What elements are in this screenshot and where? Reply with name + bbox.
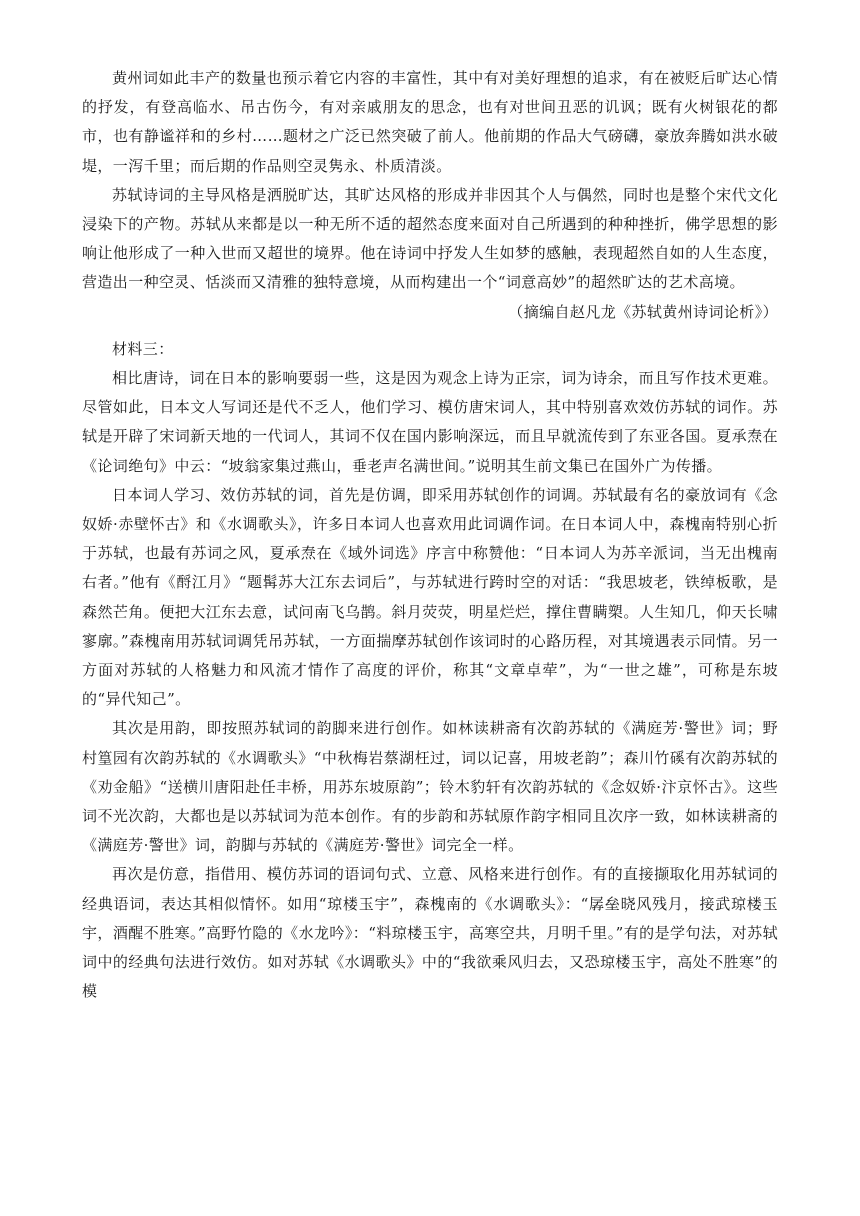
source-citation: （摘编自赵凡龙《苏轼黄州诗词论析》） — [508, 302, 778, 321]
document-body — [82, 64, 778, 1007]
paragraph-sushi-style: 苏轼诗词的主导风格是洒脱旷达，其旷达风格的形成并非因其个人与偶然，同时也是整个宋代文化浸染下的产物。苏轼从来都是以一种无所不适的超然态度来面对自己所遇到的种种挫折，佛学思想的影响让他形成了一种入世而又超世的境界。他在诗词中抒发人生如梦的感触，表现超然自如的人生态度，营造出一种空灵、恬淡而又清雅的独特意境，从而构建出一个“词意高妙”的超然旷达的艺术高境。 — [82, 185, 778, 292]
paragraph-imitating-tunes: 日本词人学习、效仿苏轼的词，首先是仿调，即采用苏轼创作的词调。苏轼最有名的豪放词有《念奴娇·赤壁怀古》和《水调歌头》，许多日本词人也喜欢用此词调作词。在日本词人中，森槐南特别心折于苏轼，也最有苏词之风，夏承焘在《域外词选》序言中称赞他：“日本词人为苏辛派词，当无出槐南右者。”他有《酹江月》“题髯苏大江东去词后”，与苏轼进行跨时空的对话：“我思坡老，铁绰板歌，是森然芒角。便把大江东去意，试问南飞乌鹊。斜月荧荧，明星烂烂，撑住曹瞒槊。人生知几，仰天长啸寥廓。”森槐南用苏轼词调凭吊苏轼，一方面揣摩苏轼创作该词时的心路历程，对其境遇表示同情。另一方面对苏轼的人格魅力和风流才情作了高度的评价，称其“文章卓荦”，为“一世之雄”，可称是东坡的“异代知己”。 — [82, 485, 778, 709]
paragraph-imitating-meaning: 再次是仿意，指借用、模仿苏词的语词句式、立意、风格来进行创作。有的直接撷取化用苏轼词的经典语词，表达其相似情怀。如用“琼楼玉宇”，森槐南的《水调歌头》：“孱垒晓风残月，接武琼楼玉宇，酒醒不胜寒。”高野竹隐的《水龙吟》：“料琼楼玉宇，高寒空共，月明千里。”有的是学句法，对苏轼词中的经典句法进行效仿。如对苏轼《水调歌头》中的“我欲乘风归去，又恐琼楼玉宇，高处不胜寒”的模 — [82, 865, 778, 1001]
paragraph-using-rhymes: 其次是用韵，即按照苏轼词的韵脚来进行创作。如林读耕斋有次韵苏轼的《满庭芳·警世》词；野村篁园有次韵苏轼的《水调歌头》“中秋梅岩蔡湖枉过，词以记喜，用坡老韵”；森川竹磎有次韵苏轼的《劝金船》“送横川唐阳赴任丰桥，用苏东坡原韵”；铃木豹轩有次韵苏轼的《念奴娇·汴京怀古》。这些词不光次韵，大都也是以苏轼词为范本创作。有的步韵和苏轼原作韵字相同且次序一致，如林读耕斋的《满庭芳·警世》词，韵脚与苏轼的《满庭芳·警世》词完全一样。 — [82, 719, 778, 855]
paragraph-huangzhou-themes: 黄州词如此丰产的数量也预示着它内容的丰富性，其中有对美好理想的追求，有在被贬后旷达心情的抒发，有登高临水、吊古伤今，有对亲戚朋友的思念，也有对世间丑恶的讥讽；既有火树银花的都市，也有静谧祥和的乡村……题材之广泛已然突破了前人。他前期的作品大气磅礴，豪放奔腾如洪水破堤，一泻千里；而后期的作品则空灵隽永、朴质清淡。 — [82, 69, 778, 175]
material-three-heading: 材料三： — [112, 339, 174, 358]
paragraph-japan-influence: 相比唐诗，词在日本的影响要弱一些，这是因为观念上诗为正宗，词为诗余，而且写作技术更难。尽管如此，日本文人写词还是代不乏人，他们学习、模仿唐宋词人，其中特别喜欢效仿苏轼的词作。苏轼是开辟了宋词新天地的一代词人，其词不仅在国内影响深远，而且早就流传到了东亚各国。夏承焘在《论词绝句》中云：“坡翁家集过燕山，垂老声名满世间。”说明其生前文集已在国外广为传播。 — [82, 369, 778, 475]
